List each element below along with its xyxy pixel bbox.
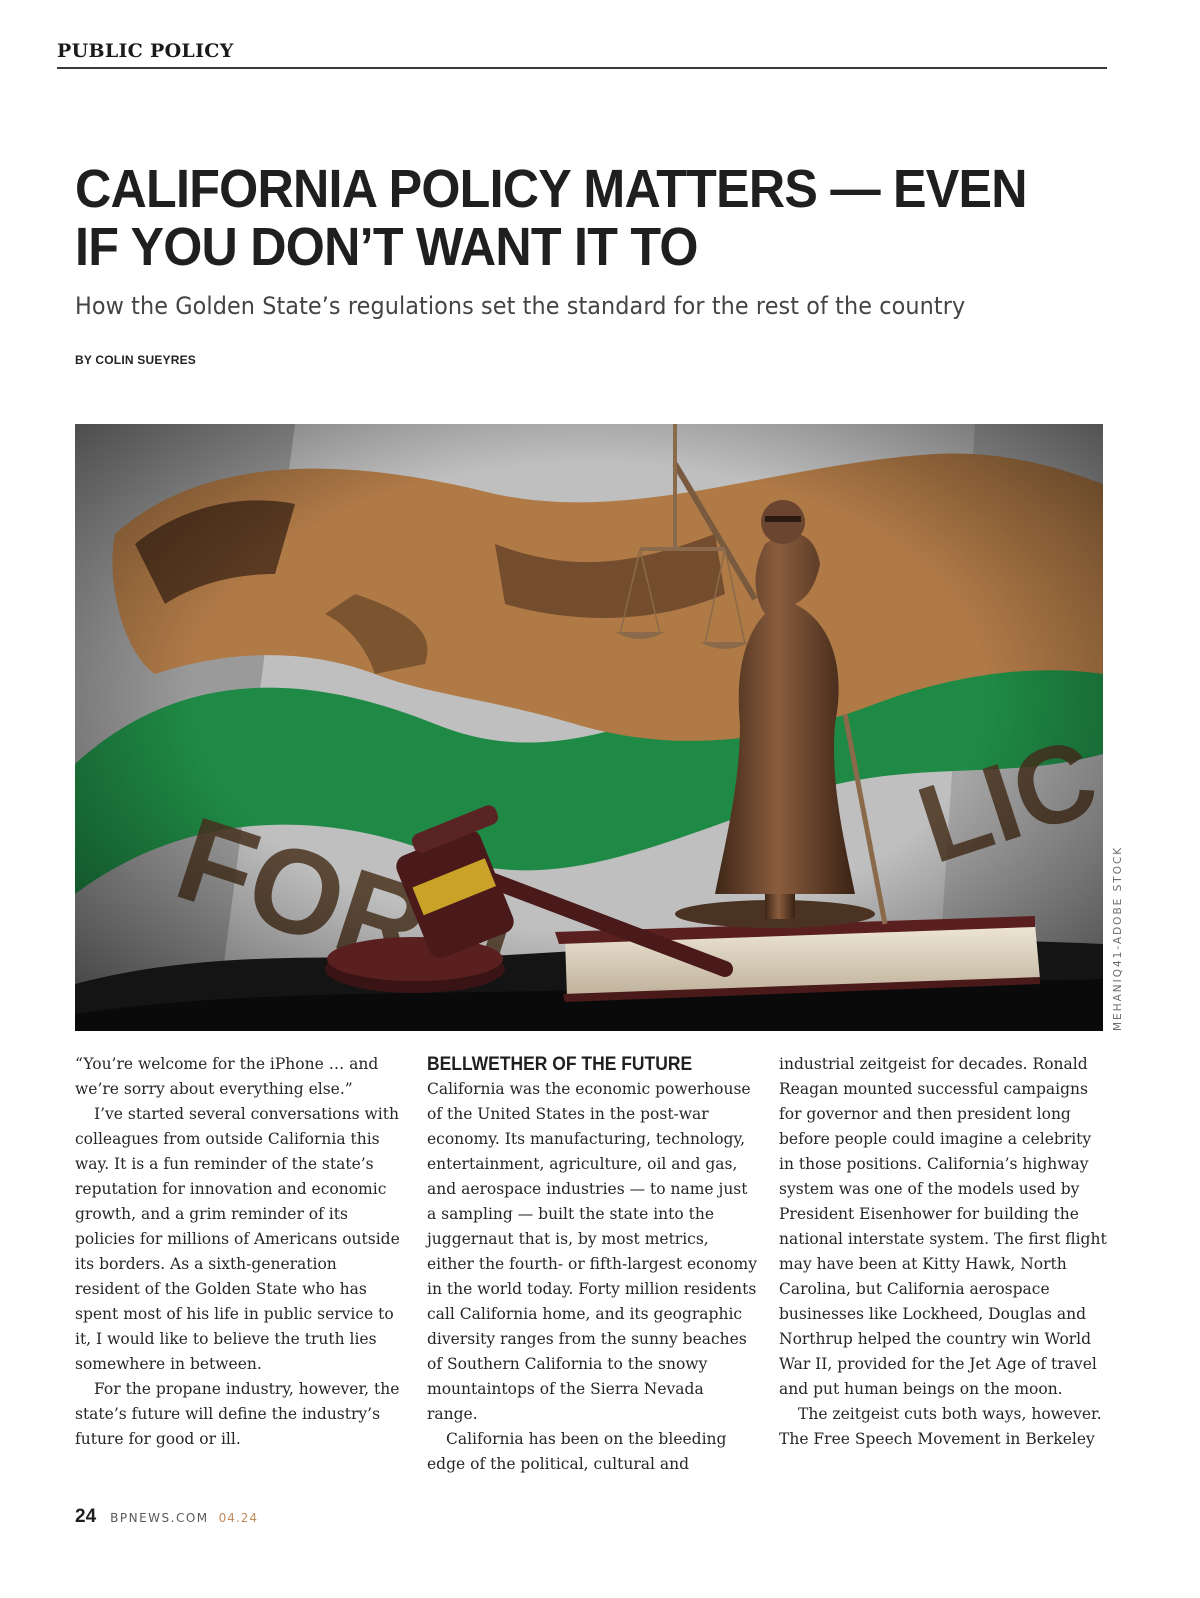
body-column-2: [427, 1052, 757, 1477]
page-footer: [75, 1506, 258, 1528]
site-name: BPNEWS.COM: [110, 1511, 209, 1525]
body-paragraph: The zeitgeist cuts both ways, however. The Free Speech Movement in Berkeley: [779, 1405, 1102, 1448]
hero-photo: [75, 424, 1103, 1031]
photo-credit: MEHANIQ41-ADOBE STOCK: [1112, 845, 1124, 1031]
issue-date: 04.24: [218, 1511, 259, 1525]
body-paragraph: For the propane industry, however, the state’s future will define the industry’s future for good or ill.: [75, 1380, 400, 1448]
article-deck: How the Golden State’s regulations set the standard for the rest of the country: [75, 292, 966, 320]
body-column-3: [779, 1052, 1109, 1452]
section-subhead: BELLWETHER OF THE FUTURE: [427, 1054, 693, 1075]
body-paragraph: “You’re welcome for the iPhone … and we’re sorry about everything else.”: [75, 1055, 379, 1098]
page-number: 24: [75, 1506, 97, 1527]
byline: BY COLIN SUEYRES: [75, 353, 197, 367]
body-paragraph: I’ve started several conversations with colleagues from outside California this way. It is a fun reminder of the state’s reputation for innovation and economic growth, and a grim reminder of its policies for millions of Americans outside its borders. As a sixth-generation resident of the Golden State who has spent most of his life in public service to it, I would like to believe the truth lies somewhere in between.: [75, 1105, 400, 1373]
body-column-1: [75, 1052, 405, 1452]
body-paragraph: industrial zeitgeist for decades. Ronald Reagan mounted successful campaigns for governor and then president long before people could imagine a celebrity in those positions. California’s highway system was one of the models used by President Eisenhower for building the national interstate system. The first flight may have been at Kitty Hawk, North Carolina, but California aerospace businesses like Lockheed, Douglas and Northrup helped the country win World War II, provided for the Jet Age of travel and put human beings on the moon.: [779, 1055, 1107, 1398]
headline-line-2: IF YOU DON’T WANT IT TO: [75, 217, 698, 277]
headline-line-1: CALIFORNIA POLICY MATTERS — EVEN: [75, 159, 1027, 219]
body-paragraph: California has been on the bleeding edge of the political, cultural and: [427, 1430, 727, 1473]
article-headline: [75, 160, 1042, 276]
body-paragraph: California was the economic powerhouse of the United States in the post-war economy. Its manufacturing, technology, entertainment, agriculture, oil and gas, and aerospace industries — to name just a sampling — built the state into the juggernaut that is, by most metrics, either the fourth- or fifth-largest economy in the world today. Forty million residents call California home, and its geographic diversity ranges from the sunny beaches of Southern California to the snowy mountaintops of the Sierra Nevada range.: [427, 1080, 757, 1423]
header-rule: [57, 67, 1107, 69]
section-label: PUBLIC POLICY: [57, 40, 234, 62]
